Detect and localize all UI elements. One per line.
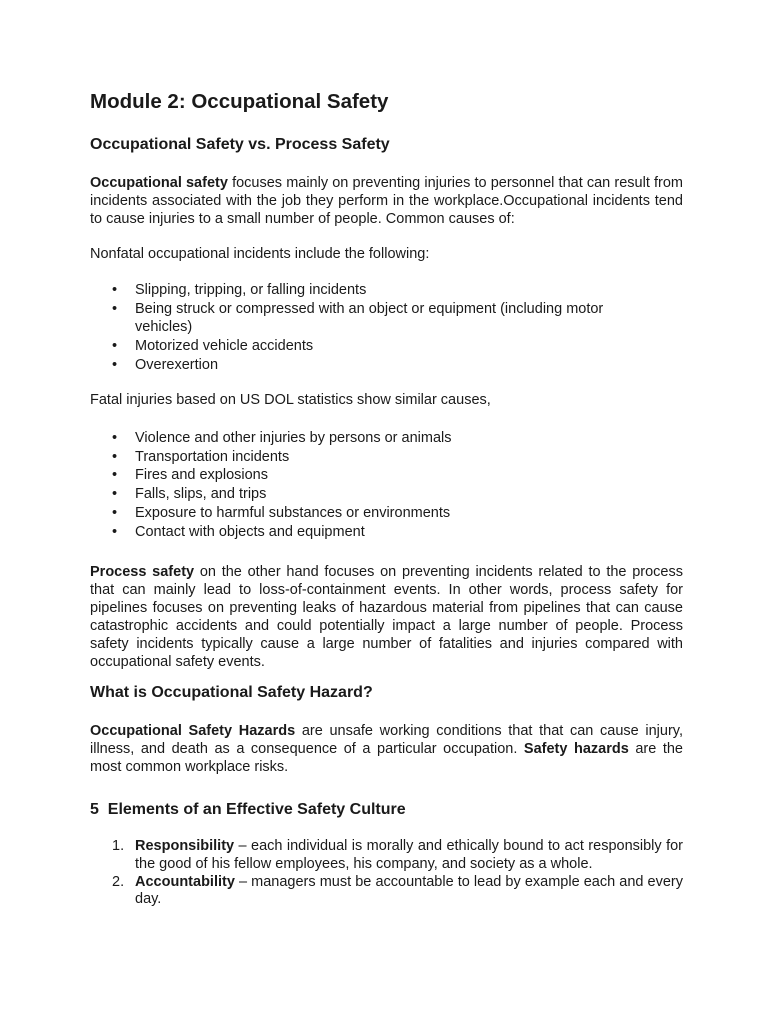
- paragraph-text: focuses mainly on preventing injuries to personnel that can result from incidents associated with the job they perform in the workplace.Occupational incidents tend to cause injuries to a small number of people. Common causes of:: [90, 175, 684, 228]
- list-number: 1.: [112, 838, 125, 854]
- page-title: Module 2: Occupational Safety: [90, 90, 389, 113]
- bold-term: Safety hazards: [523, 741, 629, 758]
- list-item-text: Overexertion: [135, 357, 219, 374]
- paragraph-text: on the other hand focuses on preventing incidents related to the process that can mainly lead to loss-of-containment events. In other words, process safety for pipelines focuses on preventing leaks of hazardous material from pipelines that can cause catastrophic accidents and could potentially impact a large number of people. Process safety incidents typically cause a large number of fatalities and injuries compared with occupational safety events.: [90, 564, 683, 670]
- section-heading: Occupational Safety vs. Process Safety: [90, 136, 390, 153]
- bullet-icon: •: [112, 337, 118, 354]
- list-item-text: – managers must be accountable to lead by example each and every day.: [135, 873, 683, 908]
- list-item-text: – each individual is morally and ethically bound to act responsibly for the good of his fellow employees, his company, and society as a whole.: [135, 838, 683, 872]
- list-item: [90, 281, 683, 300]
- list-item: [90, 300, 683, 337]
- paragraph-text: are the most common workplace risks.: [90, 741, 683, 776]
- list-item-text: Contact with objects and equipment: [135, 523, 365, 540]
- bold-term: Process safety: [90, 564, 195, 580]
- fatal-intro: Fatal injuries based on US DOL statistics show similar causes,: [90, 392, 491, 408]
- list-item: [90, 485, 683, 504]
- list-item-text: Falls, slips, and trips: [135, 486, 267, 503]
- list-item: [90, 504, 683, 523]
- bullet-icon: •: [112, 448, 118, 465]
- list-item: [90, 874, 683, 910]
- list-item-text: Motorized vehicle accidents: [135, 337, 314, 354]
- bullet-icon: •: [112, 504, 118, 521]
- bullet-icon: •: [112, 430, 118, 446]
- nonfatal-list: [90, 281, 683, 375]
- elements-list: [90, 838, 683, 909]
- bullet-icon: •: [112, 486, 118, 503]
- bullet-icon: •: [112, 300, 118, 317]
- bold-term: Occupational safety: [90, 175, 228, 191]
- list-item: [90, 523, 683, 542]
- bullet-icon: •: [112, 467, 118, 484]
- list-item-text: Exposure to harmful substances or environments: [135, 504, 451, 521]
- fatal-list: [90, 429, 683, 541]
- list-item-text: Violence and other injuries by persons or animals: [135, 430, 452, 446]
- bullet-icon: •: [112, 523, 118, 540]
- occupational-safety-paragraph: [90, 174, 683, 229]
- list-number: 2.: [112, 873, 125, 890]
- bold-term: Responsibility: [135, 838, 235, 854]
- list-item-text: Slipping, tripping, or falling incidents: [135, 282, 367, 298]
- section-heading: 5 Elements of an Effective Safety Culture: [90, 801, 406, 818]
- process-safety-paragraph: [90, 564, 683, 671]
- bold-term: Accountability: [135, 873, 235, 890]
- paragraph-text: are unsafe working conditions that that can cause injury, illness, and death as a consequence of a particular occupation.: [90, 723, 683, 758]
- list-item-text: Transportation incidents: [135, 448, 290, 465]
- list-item: [90, 356, 683, 375]
- list-item-text: Being struck or compressed with an object or equipment (including motor vehicles): [135, 300, 604, 336]
- list-item: [90, 448, 683, 467]
- hazards-paragraph: [90, 722, 683, 777]
- bold-term: Occupational Safety Hazards: [90, 723, 296, 739]
- list-item: [90, 466, 683, 485]
- list-item: [90, 337, 683, 356]
- list-item: [90, 838, 683, 874]
- bullet-icon: •: [112, 357, 118, 374]
- nonfatal-intro: Nonfatal occupational incidents include the following:: [90, 246, 430, 262]
- section-heading: What is Occupational Safety Hazard?: [90, 684, 373, 701]
- list-item-text: Fires and explosions: [135, 467, 268, 484]
- bullet-icon: •: [112, 282, 118, 298]
- list-item: [90, 429, 683, 448]
